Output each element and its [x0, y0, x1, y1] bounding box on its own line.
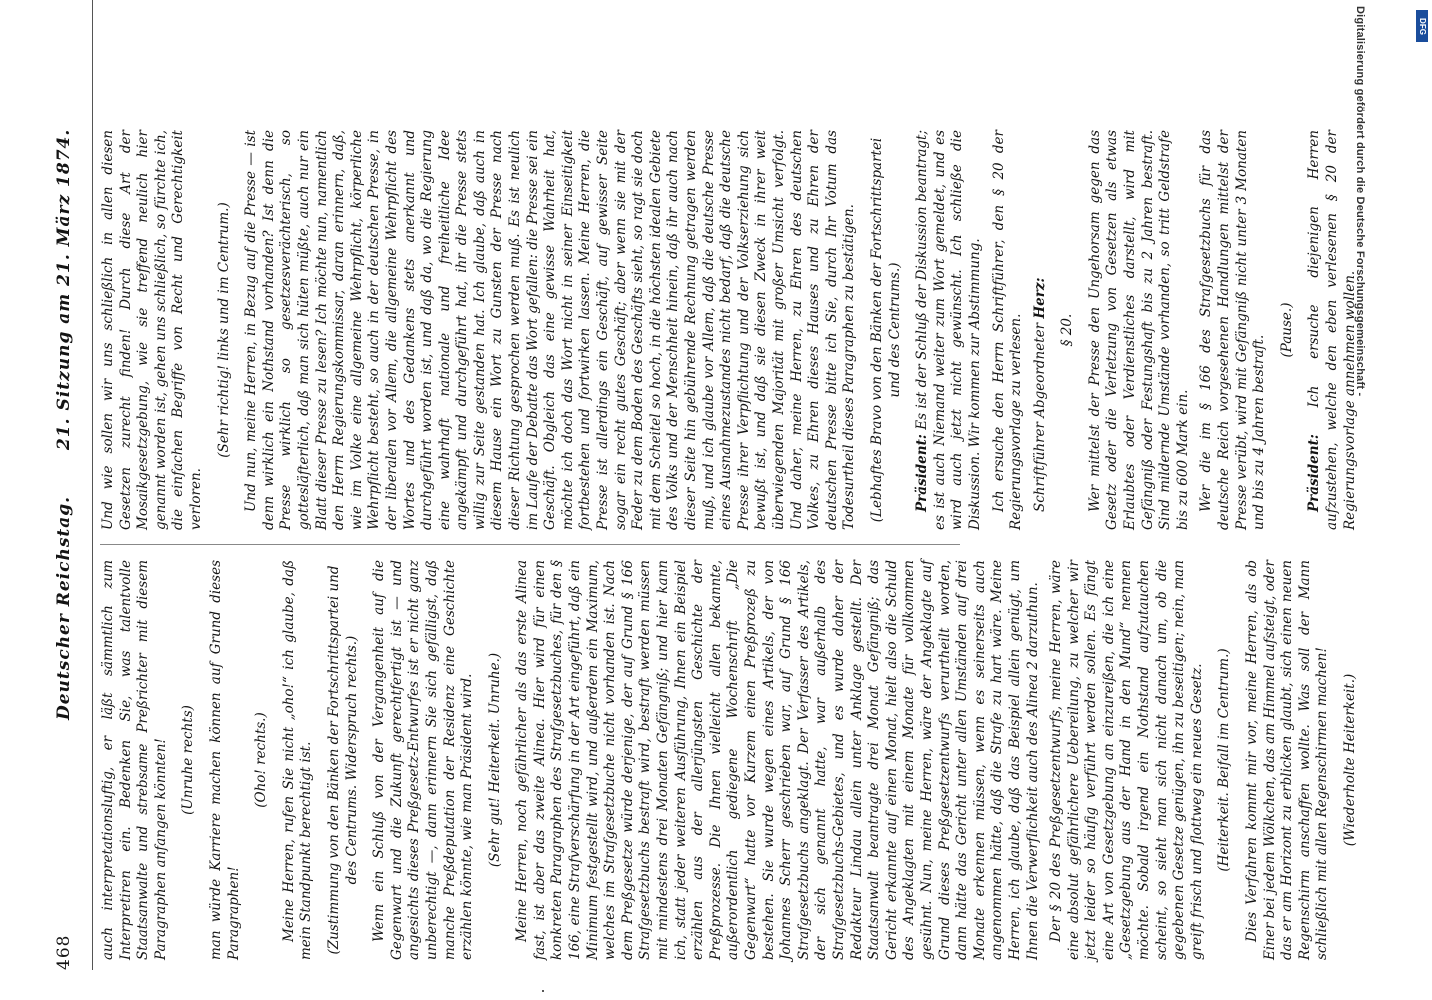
- paragraph: [914, 130, 984, 530]
- paragraph: Der § 20 des Preßgesetzentwurfs, meine Herren, wäre eine absolut gefährlichere Uebereilung, zu welcher wir jetzt leider so häufig verführt werden sollen. Es fängt eine Art von Gesetzgebung an einzureißen, die ich eine „Gesetzgebung aus der Hand in den Mund“ nennen möchte. Sobald irgend ein Nothstand aufzutauchen scheint, so sieht man sich nicht danach um, ob die gegebenen Gesetze genügen, ihn zu beseitigen; nein, man greift frisch und flottweg ein neues Gesetz.: [1048, 560, 1205, 960]
- session-dateline: 21. Sitzung am 21. März 1874.: [54, 128, 74, 450]
- interjection: (Lebhaftes Bravo von den Bänken der Fortschrittspartei und des Centrums.): [868, 137, 903, 523]
- speaker-name: Präsident:: [1306, 434, 1323, 512]
- paragraph: Wenn ein Schluß von der Vergangenheit auf die Gegenwart und die Zukunft gerechtfertigt ist — und angesichts dieses Preßgesetz-Entwurfes ist er nicht ganz unberechtigt —, dann erinnern Sie sich gefälligst, daß manche Preßdeputation der Residenz eine Geschichte erzählen könnte, wie man Präsident wird.: [371, 560, 476, 960]
- text-column-right: [100, 130, 1365, 530]
- speaker-name: Herz:: [1031, 277, 1048, 319]
- paragraph: Und nun, meine Herren, in Bezug auf die Presse — ist denn wirklich ein Nothstand vorhanden? Ist denn die Presse wirklich so gesetzesverächterisch, so gottesläfterlich, daß man sich hüten müßte, auch nur ein Blatt dieser Presse zu lesen? Ich möchte nun, namentlich den Herrn Regierungskommissar, daran erinnern, daß, wie im Volke eine allgemeine Wehrpflicht, körperliche Wehrpflicht besteht, so auch in der deutschen Presse, in der liberalen vor Allem, die allgemeine Wehrpflicht des Wortes und des Gedankens stets anerkannt und durchgeführt worden ist, und daß da, wo die Regierung eine wahrhaft nationale und freiheitliche Idee angekämpft und durchgeführt hat, ihr die Presse stets willig zur Seite gestanden hat. Ich glaube, daß auch in diesem Hause ein Wort zu Gunsten der Presse nach dieser Richtung gesprochen werden muß. Es ist neulich im Laufe der Debatte das Wort gefallen: die Presse sei ein Geschäft. Obgleich das eine gewisse Wahrheit hat, möchte ich doch das Wort nicht in seiner Einseitigkeit fortbestehen und fortwirken lassen. Meine Herren, die Presse ist allerdings ein Geschäft, auf gewisser Seite sogar ein recht gutes Geschäft; aber wenn sie mit der Feder zu dem Boden des Geschäfts sieht, so ragt sie doch mit dem Scheitel so hoch, in die höchsten idealen Gebiete des Volks und der Menschheit hinein, daß ihr auch nach dieser Seite hin gebührende Rechnung getragen werden muß, und ich glaube vor Allem, daß die deutsche Presse eines Ausnahmezustandes nicht bedarf, daß die deutsche Presse ihrer Verpflichtung und der Volkserziehung sich bewußt ist, und daß sie diesen Zweck in ihrer weit überwiegenden Majorität mit großer Umsicht verfolgt. Und daher, meine Herren, zu Ehren des deutschen Volkes, zu Ehren dieses Hauses und zu Ehren der deutschen Presse bitte ich Sie, durch Ihr Votum das Todesurtheil dieses Paragraphen zu bestätigen.: [243, 130, 858, 530]
- speaker-label: Schriftführer Abgeordneter: [1031, 322, 1048, 512]
- interjection: (Oho! rechts.): [253, 712, 270, 808]
- paragraph: Wer mittelst der Presse den Ungehorsam gegen das Gesetz oder die Verletzung von Gesetzen als etwas Erlaubtes oder Verdienstliches darstellt, wird mit Gefängniß oder Festungshaft bis zu 2 Jahren bestraft. Sind mildernde Umstände vorhanden, so tritt Geldstrafe bis zu 600 Mark ein.: [1086, 130, 1191, 530]
- dfg-logo: [1416, 10, 1428, 42]
- digitization-credit: [1340, 6, 1368, 990]
- paragraph: auch interpretationsluftig, er läßt sämmtlich zum Interpretiren ein. Bedenken Sie, was talentvolle Staatsanwalte und strebsame Preßrichter mit diesem Paragraphen anfangen könnten!: [100, 560, 169, 960]
- column-divider: [100, 544, 960, 545]
- header-rule: [92, 0, 93, 970]
- interjection: (Sehr richtig! links und im Centrum.): [215, 202, 232, 458]
- text-column-left: [100, 560, 1370, 960]
- interjection: (Pause.): [1278, 302, 1295, 358]
- paragraph: Wer die im § 166 des Strafgesetzbuchs für das deutsche Reich vorgesehenen Handlungen mittelst der Presse verübt, wird mit Gefängniß nicht unter 3 Monaten und bis zu 4 Jahren bestraft.: [1198, 130, 1268, 530]
- interjection: (Heiterkeit. Beifall im Centrum.): [1216, 648, 1233, 872]
- page-header: [48, 0, 88, 970]
- paragraph: Ich ersuche den Herrn Schriftführer, den § 20 der Regierungsvorlage zu verlesen.: [990, 130, 1025, 530]
- interjection: (Sehr gut! Heiterkeit. Unruhe.): [486, 652, 503, 868]
- credit-text: Digitalisierung gefördert durch die Deutsche Forschungsgemeinschaft -: [1354, 6, 1366, 397]
- paragraph: [1032, 130, 1050, 530]
- speech-text: Ich ersuche diejenigen Herren aufzustehen, welche den eben verlesenen § 20 der Regierungsvorlage annehmen wollen.: [1306, 130, 1358, 530]
- scan-speck: [542, 990, 544, 992]
- running-title: Deutscher Reichstag.: [54, 495, 74, 720]
- dfg-logo-text: DFG: [1417, 17, 1427, 35]
- page-number: 468: [54, 934, 74, 970]
- interjection: (Zustimmung von den Bänken der Fortschrittspartei und des Centrums. Widerspruch rechts.): [325, 565, 360, 955]
- paragraph: Meine Herren, noch gefährlicher als das erste Alinea fast, ist aber das zweite Alinea. Hier wird für einen konkreten Paragraphen des Strafgesetzbuches, für den § 166, eine Strafverschärfung in der Art eingeführt, daß ein Minimum festgestellt wird, und außerdem ein Maximum, welches im Strafgesetzbuche nicht vorhanden ist. Nach dem Preßgesetze würde derjenige, der auf Grund § 166 Strafgesetzbuchs bestraft wird, bestraft werden müssen mit mindestens drei Monaten Gefängniß; und hier kann ich, statt jeder weiteren Ausführung, Ihnen ein Beispiel erzählen aus der allerjüngsten Geschichte der Preßprozesse. Die Ihnen vielleicht allen bekannte, außerordentlich gediegene Wochenschrift „Die Gegenwart“ hatte vor Kurzem einen Preßprozeß zu bestehen. Sie wurde wegen eines Artikels, der von Johannes Scherr geschrieben war, auf Grund § 166 Strafgesetzbuchs angeklagt. Der Verfasser des Artikels, der sich genannt hatte, war außerhalb des Strafgesetzbuchs-Gebietes, und es wurde daher der Redakteur Lindau allein unter Anklage gestellt. Der Staatsanwalt beantragte drei Monat Gefängniß; das Gericht erkannte auf einen Monat, hielt also die Schuld des Angeklagten mit einem Monate für vollkommen gesühnt. Nun, meine Herren, wäre der Angeklagte auf Grund dieses Preßgesetzentwurfs verurtheilt worden, dann hätte das Gericht unter allen Umständen auf drei Monate erkennen müssen, wenn es seinerseits auch angenommen hätte, daß die Strafe zu hart wäre. Meine Herren, ich glaube, daß das Beispiel allein genügt, um Ihnen die Verwerflichkeit auch des Alinea 2 darzuthun.: [514, 560, 1041, 960]
- speech-text: Es ist der Schluß der Diskussion beantragt; es ist auch Niemand weiter zum Wort gemeldet, und es wird auch jetzt nicht gewünscht. Ich schließe die Diskussion. Wir kommen zur Abstimmung.: [914, 130, 983, 530]
- speaker-name: Präsident:: [914, 434, 931, 512]
- interjection: (Unruhe rechts): [180, 705, 197, 815]
- paragraph: Und wie sollen wir uns schließlich in allen diesen Gesetzen zurecht finden! Durch diese Art der Mosaikgesetzgebung, wie sie treffend neulich hier genannt worden ist, gehen uns schließlich, so fürchte ich, die einfachen Begriffe von Recht und Gerechtigkeit verloren.: [100, 130, 204, 530]
- section-number: § 20.: [1059, 313, 1076, 347]
- interjection: (Wiederholte Heiterkeit.): [1342, 673, 1358, 847]
- paragraph: Meine Herren, rufen Sie nicht „oho!“ ich glaube, daß mein Standpunkt berechtigt ist.: [280, 560, 315, 960]
- paragraph: Dies Verfahren kommt mir vor, meine Herren, als ob Einer bei jedem Wölkchen, das am Himmel aufsteigt, oder das er am Horizont zu erblicken glaubt, sich einen neuen Regenschirm anschaffen wollte. Was soll der Mann schließlich mit allen Regenschirmen machen!: [1244, 560, 1331, 960]
- paragraph: man würde Karriere machen können auf Grund dieses Paragraphen!: [207, 560, 242, 960]
